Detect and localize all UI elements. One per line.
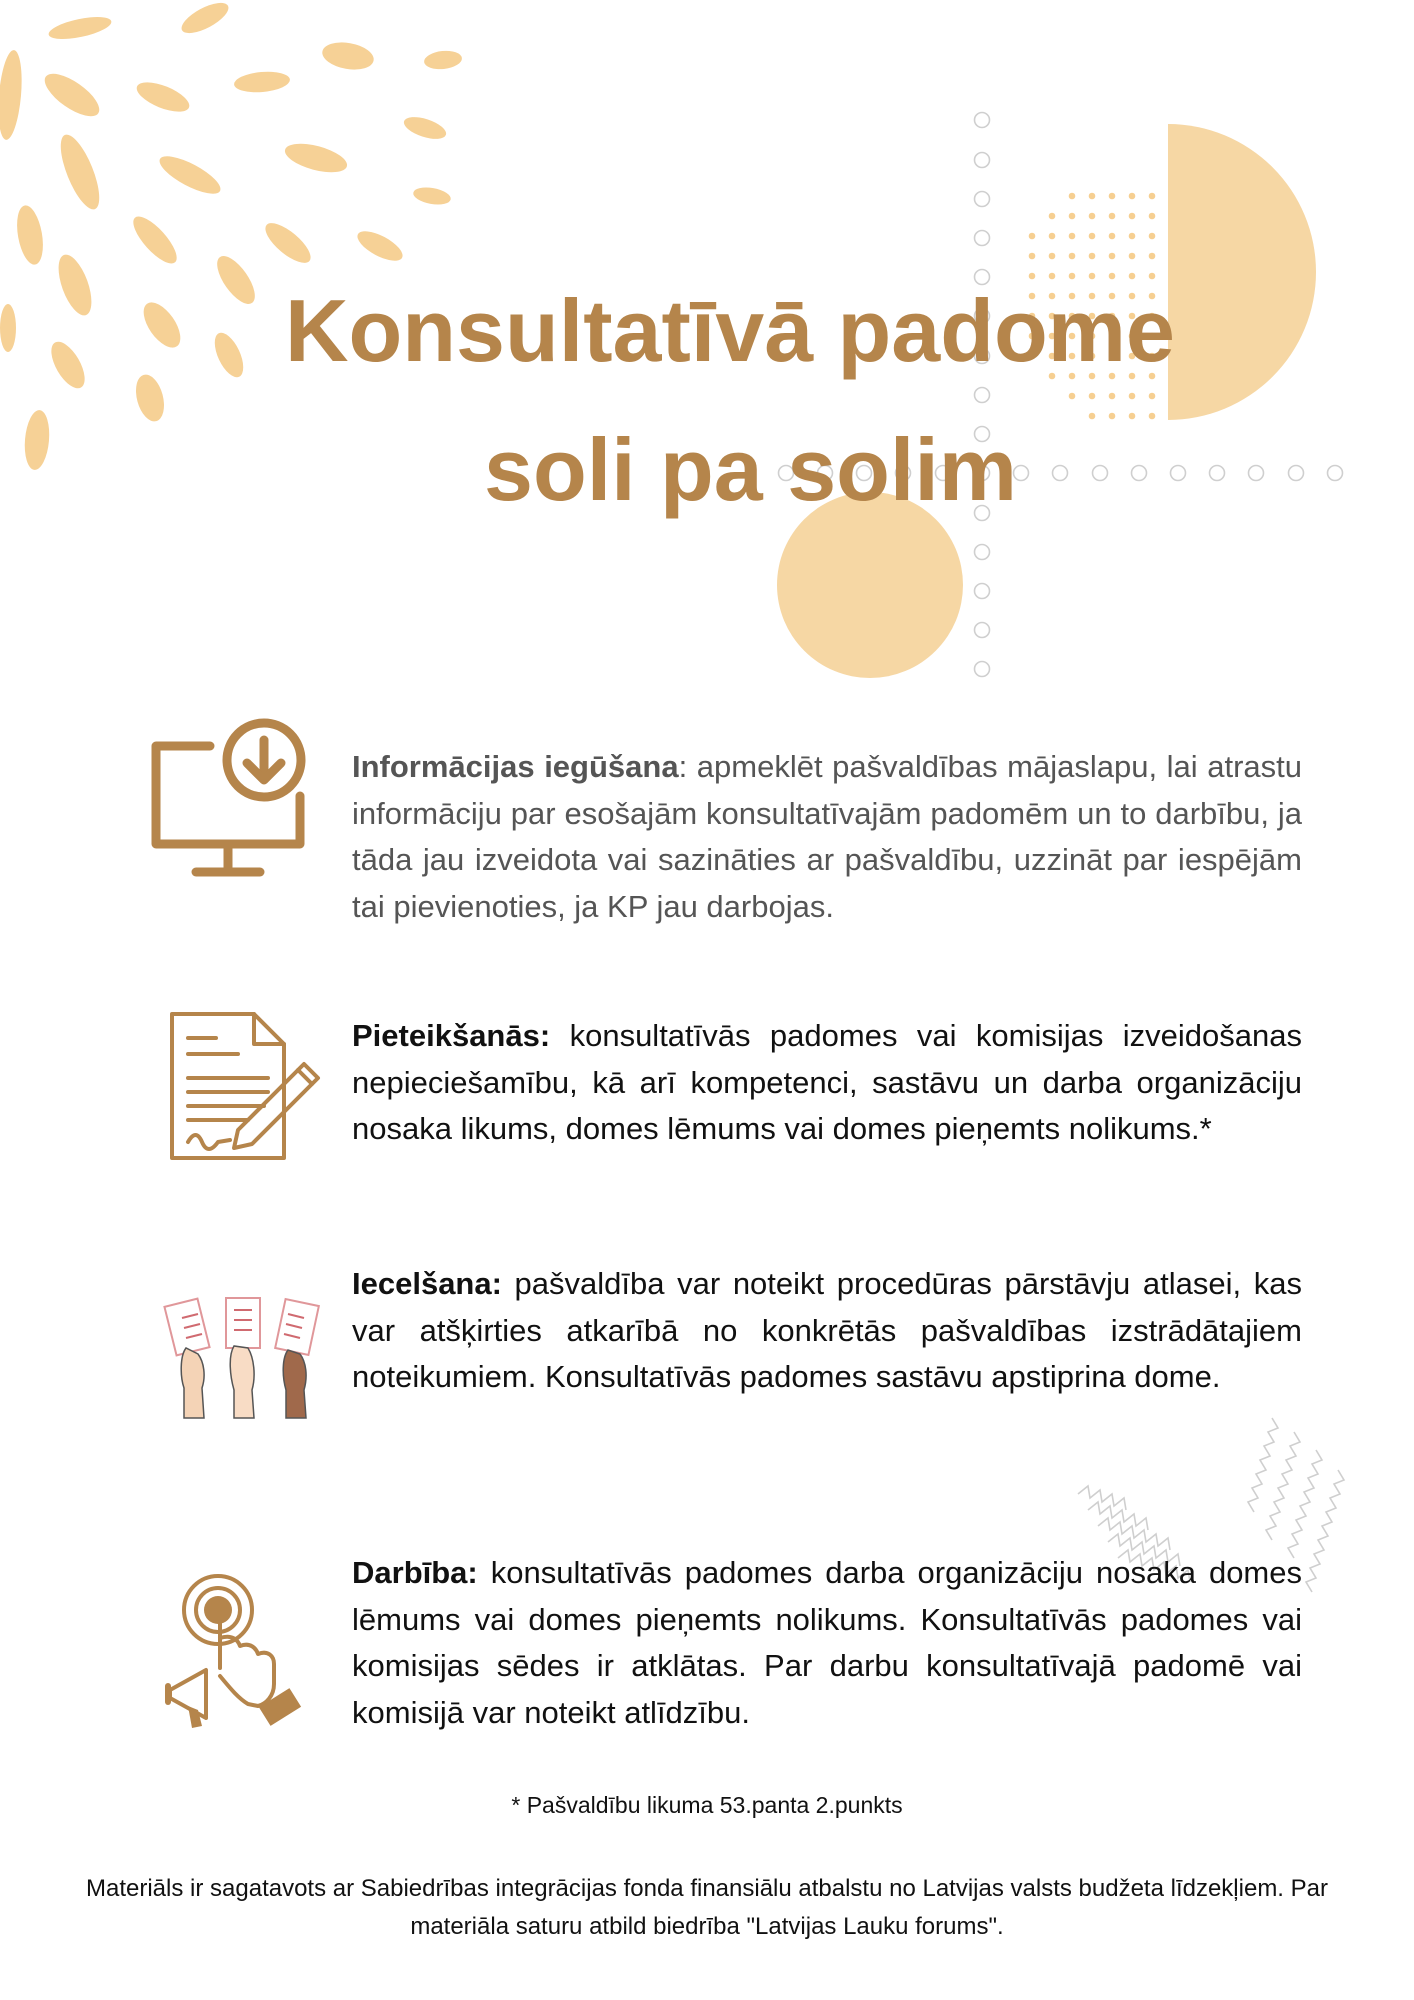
step-activity-label: Darbība: — [352, 1555, 478, 1590]
step-appointment-text: pašvaldība var noteikt procedūras pārstāvju atlasei, kas var atšķirties atkarībā no konkrētās pašvaldības izstrādātajiem noteikumiem. Konsultatīvās padomes sastāvu apstiprina dome. — [352, 1266, 1302, 1394]
step-information-separator: : — [678, 749, 688, 784]
page-title-line-1: Konsultatīvā padome — [285, 281, 1175, 380]
step-information-text: apmeklēt pašvaldības mājaslapu, lai atrastu informāciju par esošajām konsultatīvajām padomēm un to darbību, ja tāda jau izveidota vai sazināties ar pašvaldību, uzzināt par iespējām tai pievienoties, ja KP jau darbojas. — [352, 749, 1303, 924]
footnote: * Pašvaldību likuma 53.panta 2.punkts — [511, 1792, 903, 1818]
step-application-label: Pieteikšanās: — [352, 1018, 551, 1053]
step-application-text: konsultatīvās padomes vai komisijas izveidošanas nepieciešamību, kā arī kompetenci, sastāvu un darba organizāciju nosaka likums, domes lēmums vai domes pieņemts nolikums.* — [352, 1018, 1302, 1146]
step-application — [352, 1013, 1302, 1153]
megaphone-hand-click-icon — [162, 1572, 328, 1734]
half-circle-decoration — [1168, 124, 1316, 420]
funding-disclaimer: Materiāls ir sagatavots ar Sabiedrības integrācijas fonda finansiālu atbalstu no Latvijas valsts budžeta līdzekļiem. Par materiāla saturu atbild biedrība "Latvijas Lauku forums". — [86, 1875, 1328, 1940]
page-title-line-2: soli pa solim — [484, 420, 1018, 519]
document-pen-icon — [168, 1010, 328, 1162]
monitor-download-icon — [148, 718, 310, 880]
step-information — [352, 744, 1302, 930]
step-appointment-label: Iecelšana: — [352, 1266, 502, 1301]
step-activity — [352, 1550, 1302, 1736]
step-information-label: Informācijas iegūšana — [352, 749, 679, 784]
brush-strokes-decoration — [0, 0, 463, 471]
hands-voting-ballots-icon — [158, 1296, 330, 1420]
step-appointment — [352, 1261, 1302, 1401]
step-activity-text: konsultatīvās padomes darba organizāciju nosaka domes lēmums vai domes pieņemts nolikums. Konsultatīvās padomes vai komisijas sēdes ir atklātas. Par darbu konsultatīvajā padomē vai komisijā var noteikt atlīdzību. — [352, 1555, 1302, 1730]
